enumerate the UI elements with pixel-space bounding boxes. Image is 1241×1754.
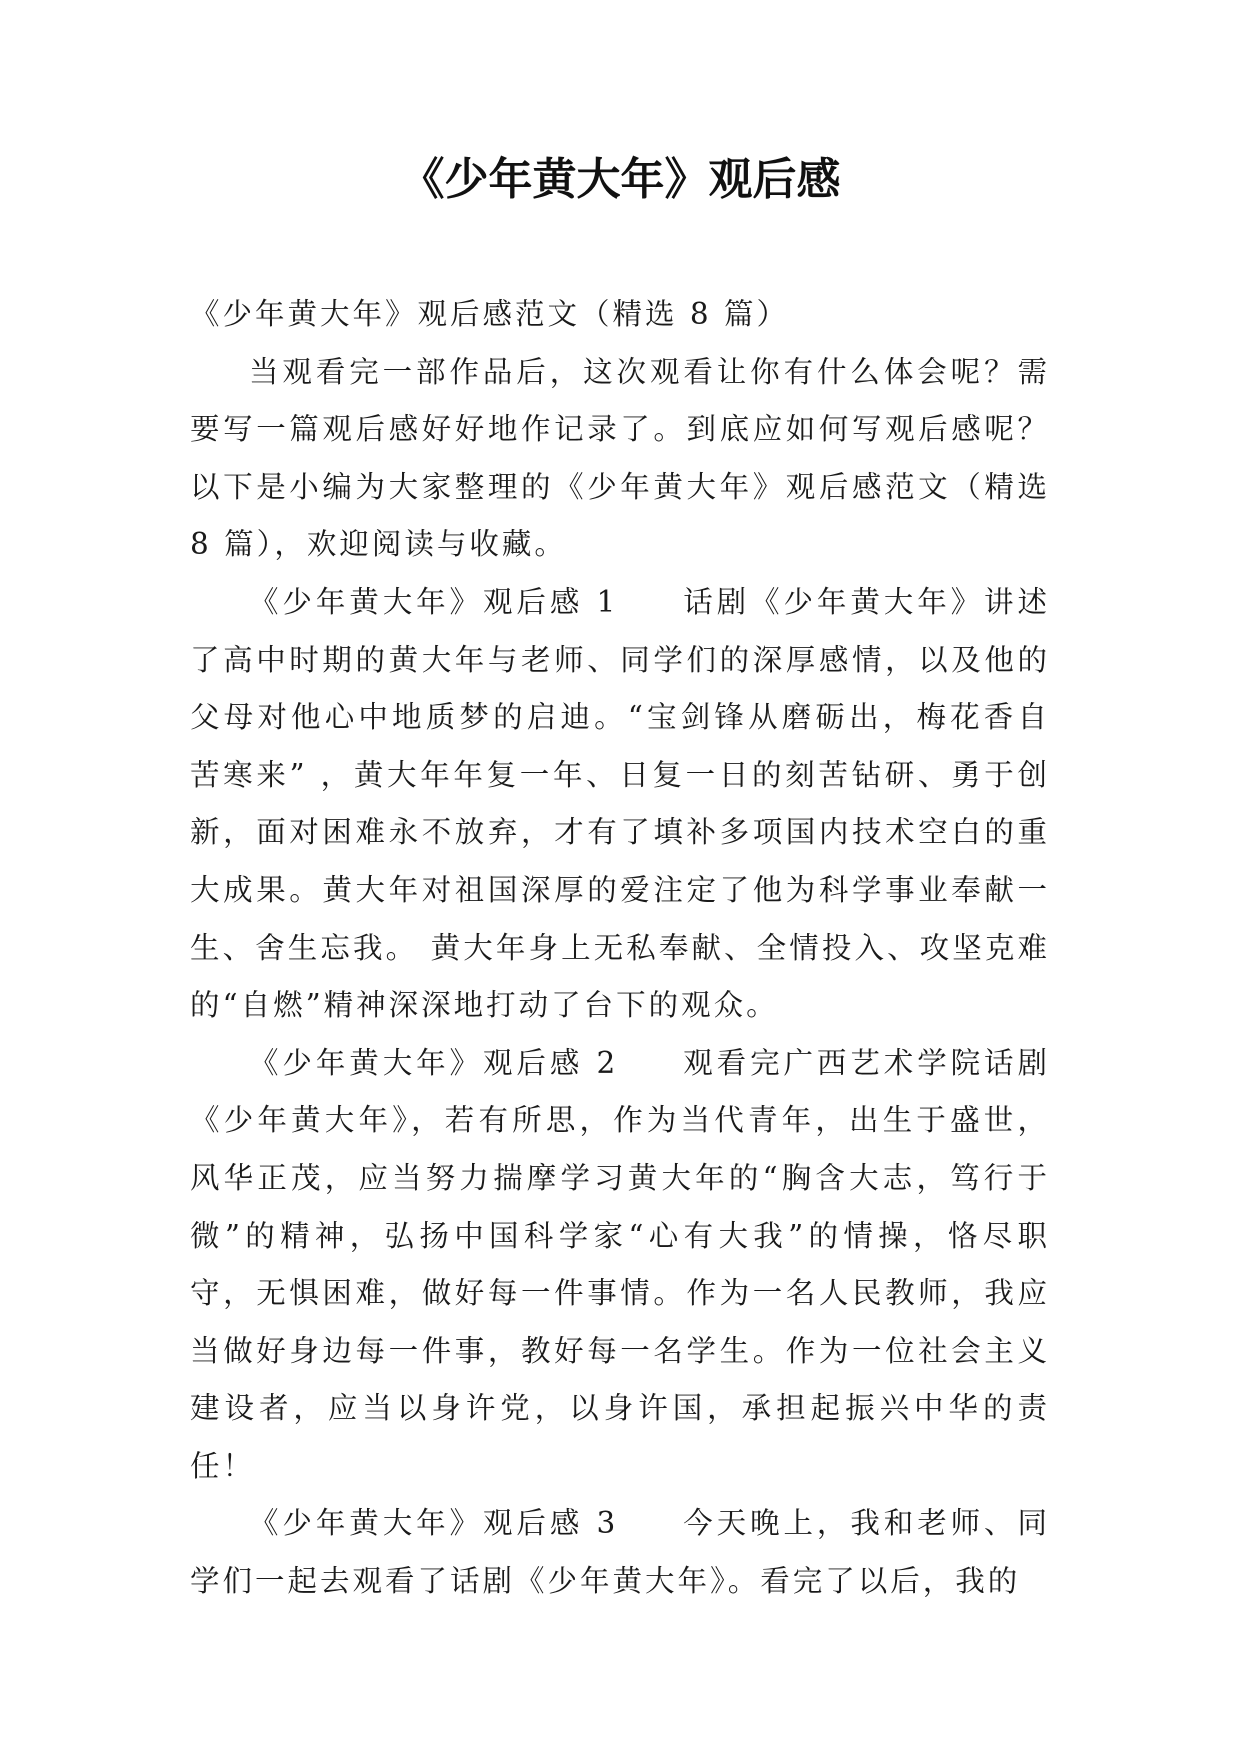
essay-text-3: 今天晚上，我和老师、同学们一起去观看了话剧《少年黄大年》。看完了以后，我的 bbox=[190, 1506, 1050, 1599]
document-body bbox=[190, 286, 1050, 1611]
essay-heading-2: 《少年黄大年》观后感 2 bbox=[249, 1045, 619, 1080]
essay-paragraph-2 bbox=[190, 1035, 1050, 1496]
essay-text-1: 话剧《少年黄大年》讲述了高中时期的黄大年与老师、同学们的深厚感情，以及他的父母对他心中地质梦的启迪。“宝剑锋从磨砺出，梅花香自苦寒来” ，黄大年年复一年、日复一日的刻苦钻研、勇于创新，面对困难永不放弃，才有了填补多项国内技术空白的重大成果。黄大年对祖国深厚的爱注定了他为科学事业奉献一生、舍生忘我。 黄大年身上无私奉献、全情投入、攻坚克难的“自燃”精神深深地打动了台下的观众。 bbox=[190, 584, 1050, 1023]
essay-paragraph-3 bbox=[190, 1495, 1050, 1610]
page-title: 《少年黄大年》观后感 bbox=[400, 154, 841, 205]
intro-paragraph: 当观看完一部作品后，这次观看让你有什么体会呢？需要写一篇观后感好好地作记录了。到底应如何写观后感呢？以下是小编为大家整理的《少年黄大年》观后感范文（精选 8 篇），欢迎阅读与收藏。 bbox=[190, 354, 1050, 562]
essay-heading-3: 《少年黄大年》观后感 3 bbox=[249, 1506, 619, 1541]
essay-text-2: 观看完广西艺术学院话剧《少年黄大年》，若有所思，作为当代青年，出生于盛世，风华正茂，应当努力揣摩学习黄大年的“胸含大志，笃行于微”的精神，弘扬中国科学家“心有大我”的情操，恪尽职守，无惧困难，做好每一件事情。作为一名人民教师，我应当做好身边每一件事，教好每一名学生。作为一位社会主义建设者，应当以身许党，以身许国，承担起振兴中华的责任！ bbox=[190, 1045, 1050, 1483]
essay-paragraph-1 bbox=[190, 574, 1050, 1035]
document-subtitle: 《少年黄大年》观后感范文（精选 8 篇） bbox=[190, 297, 790, 331]
essay-heading-1: 《少年黄大年》观后感 1 bbox=[249, 584, 619, 619]
